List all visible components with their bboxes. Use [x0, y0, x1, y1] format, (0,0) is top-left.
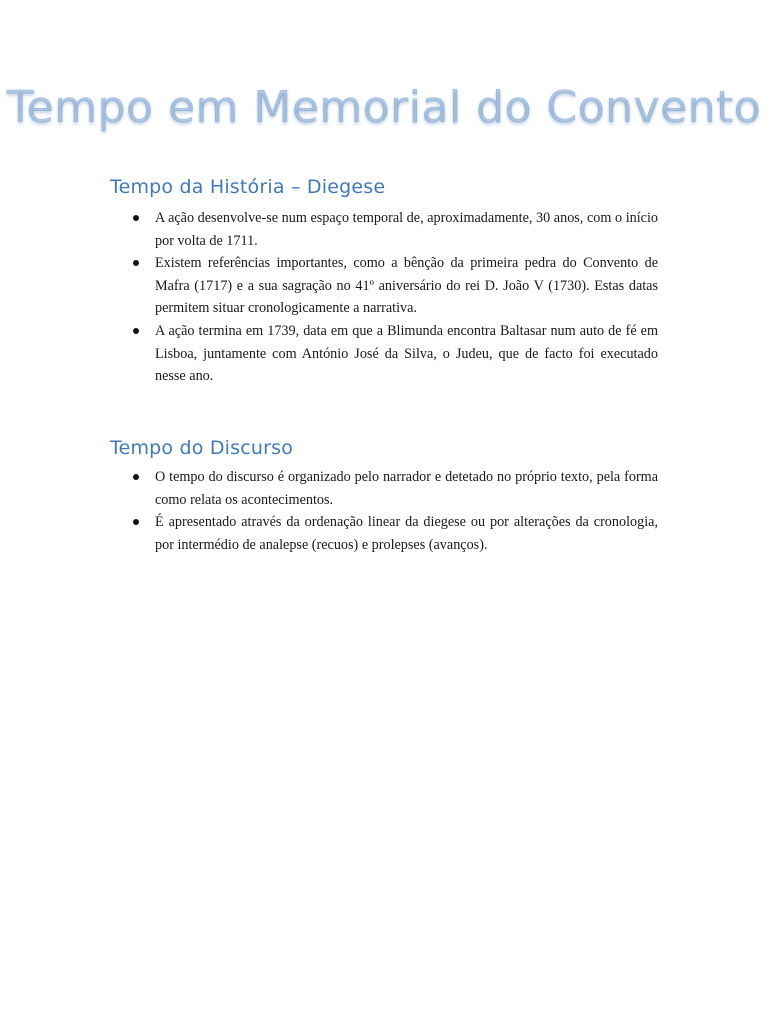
bullet-icon [133, 474, 139, 480]
document-title: Tempo em Memorial do Convento [0, 82, 768, 133]
bullet-icon [133, 519, 139, 525]
list-item [155, 252, 658, 320]
section-heading-discurso: Tempo do Discurso [110, 437, 294, 459]
list-item [155, 511, 658, 556]
list-item [155, 320, 658, 388]
bullet-list-discurso [155, 466, 658, 556]
bullet-list-diegese [155, 207, 658, 388]
list-item [155, 207, 658, 252]
section-heading-diegese: Tempo da História – Diegese [110, 176, 386, 198]
bullet-icon [133, 260, 139, 266]
list-item [155, 466, 658, 511]
bullet-icon [133, 215, 139, 221]
list-item-text: A ação termina em 1739, data em que a Blimunda encontra Baltasar num auto de fé em Lisboa, juntamente com António José da Silva, o Judeu, que de facto foi executado nesse ano. [155, 322, 658, 385]
list-item-text: O tempo do discurso é organizado pelo narrador e detetado no próprio texto, pela forma como relata os acontecimentos. [155, 469, 658, 508]
list-item-text: A ação desenvolve-se num espaço temporal de, aproximadamente, 30 anos, com o início por volta de 1711. [155, 210, 658, 249]
list-item-text: É apresentado através da ordenação linear da diegese ou por alterações da cronologia, por intermédio de analepse (recuos) e prolepses (avanços). [155, 514, 658, 553]
list-item-text: Existem referências importantes, como a bênção da primeira pedra do Convento de Mafra (1717) e a sua sagração no 41º aniversário do rei D. João V (1730). Estas datas permitem situar cronologicamente a narrativa. [155, 255, 658, 317]
bullet-icon [133, 328, 139, 334]
